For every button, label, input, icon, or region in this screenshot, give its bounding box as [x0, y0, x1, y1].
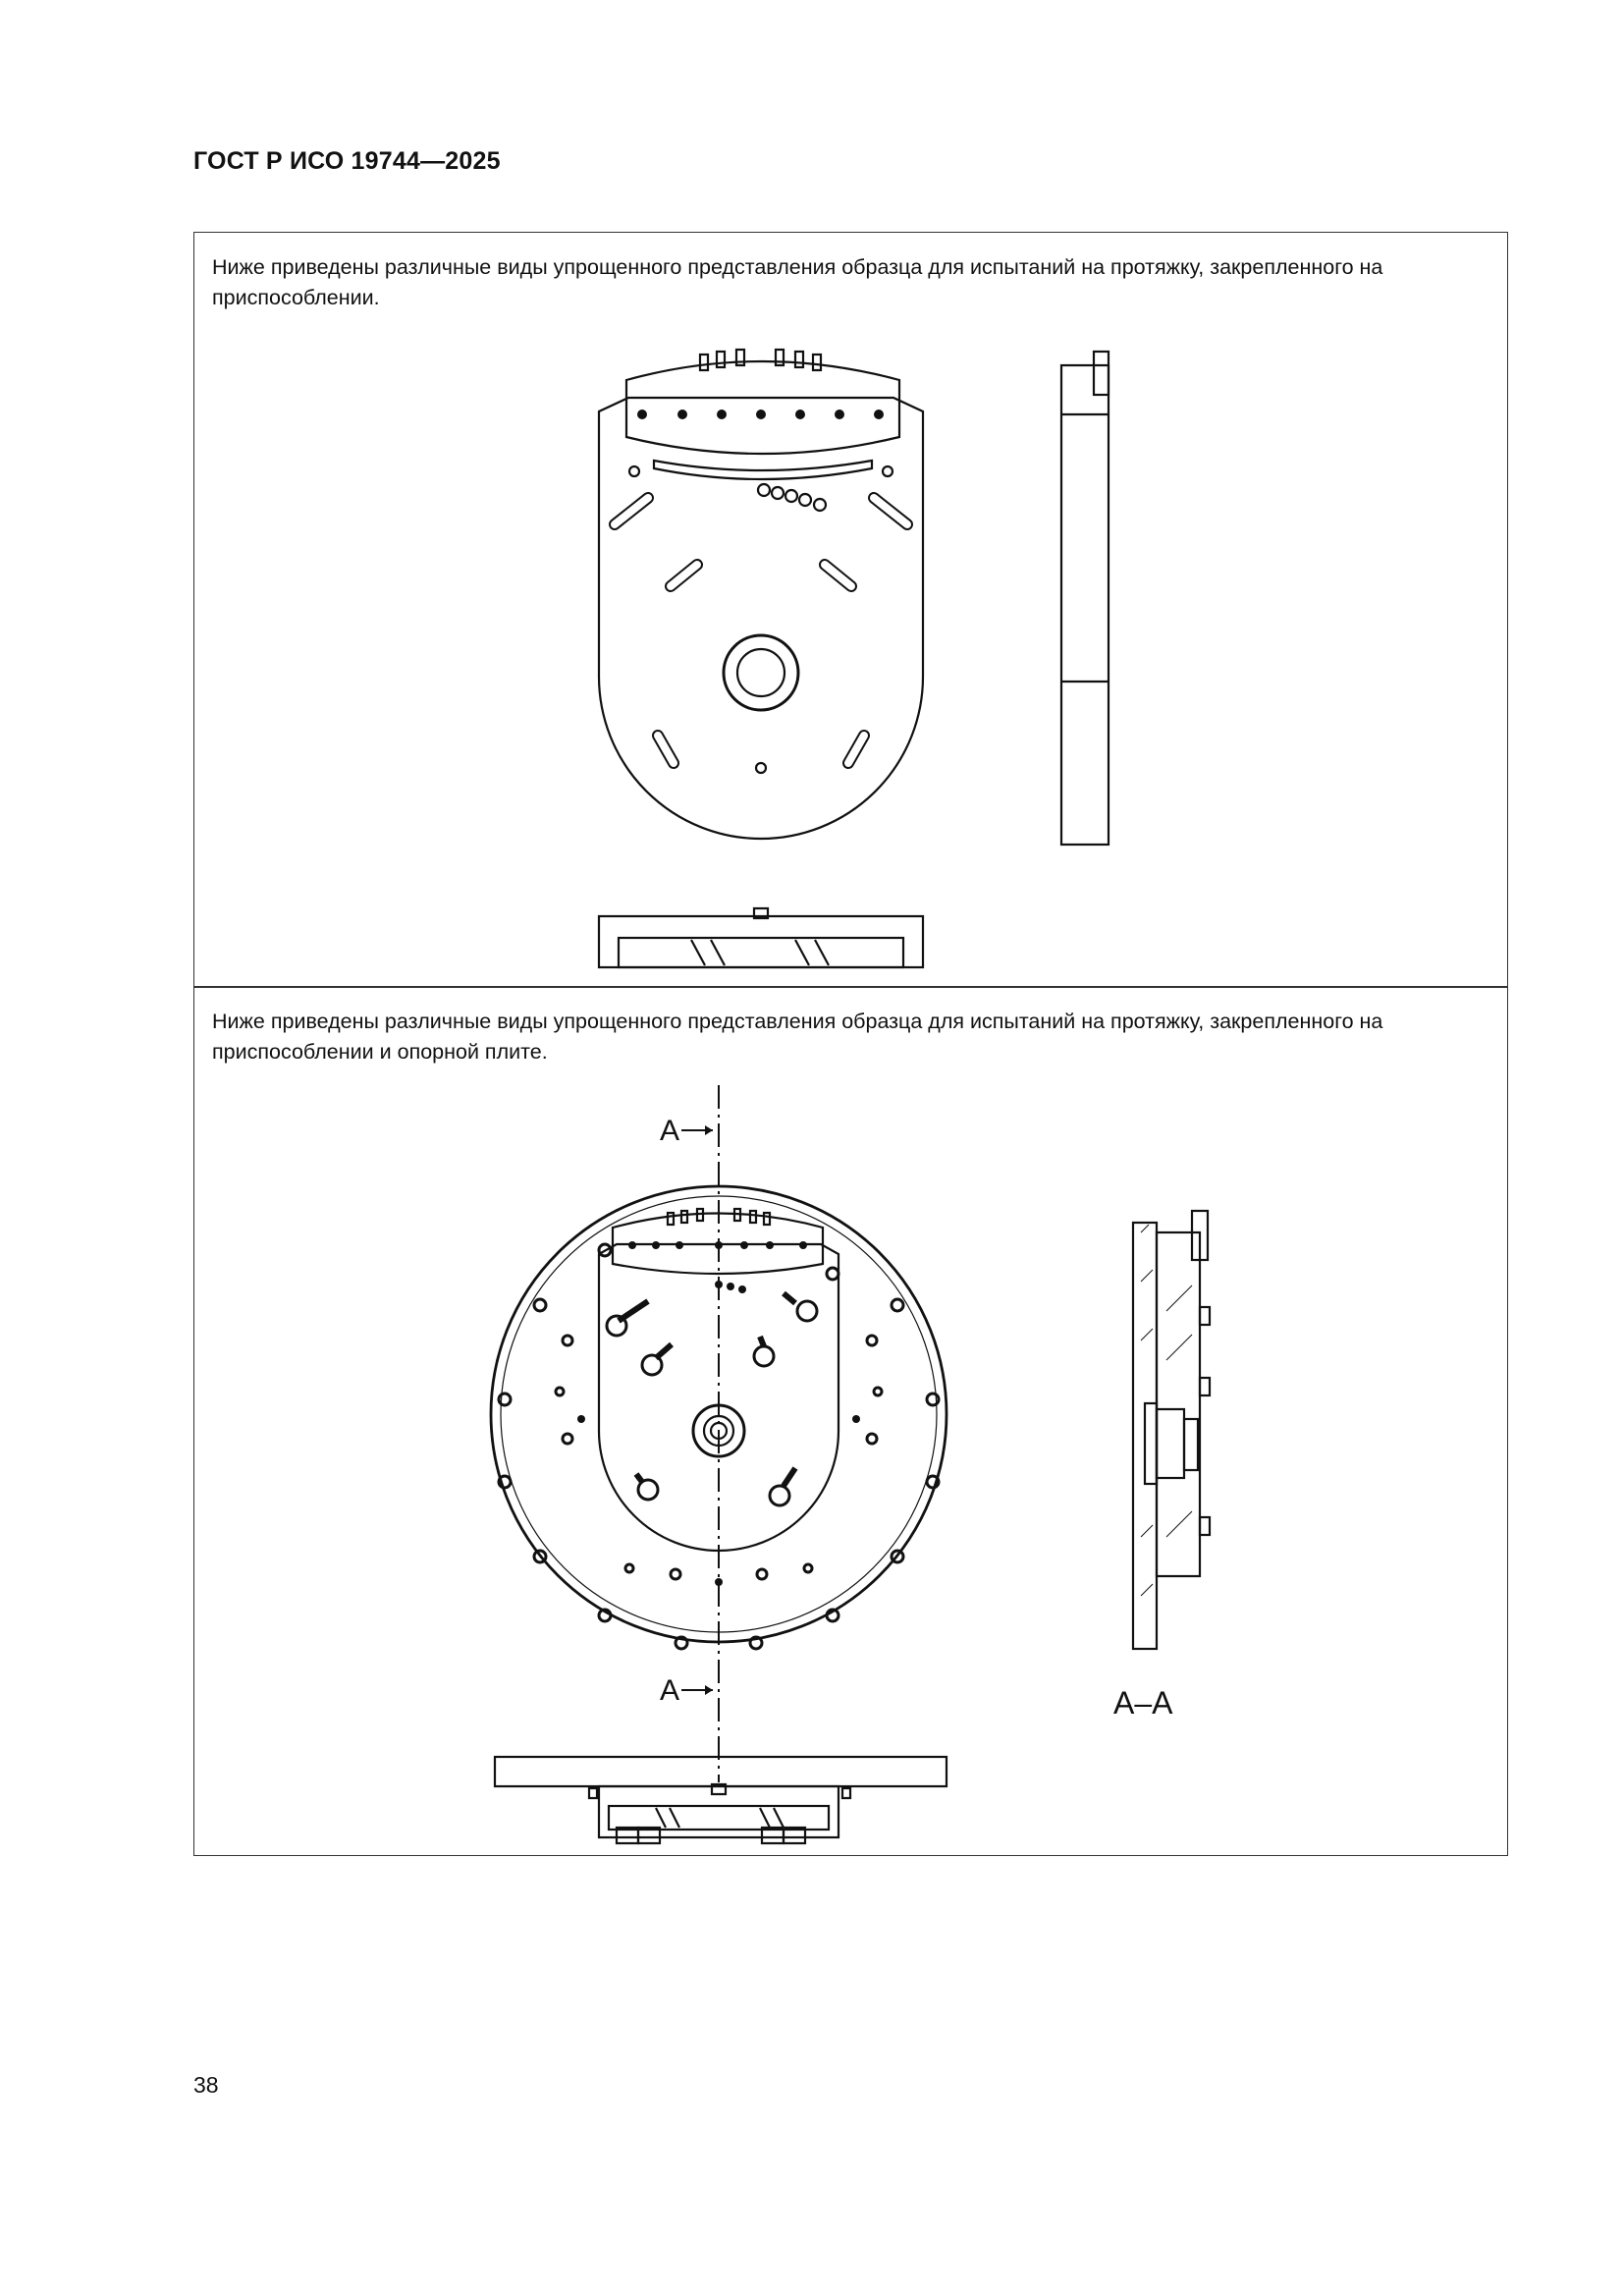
section-mark-bottom: А [660, 1674, 680, 1707]
bottom-view-plate [599, 908, 923, 967]
figure-panel-fixture [193, 232, 1508, 988]
section-view [1133, 1211, 1210, 1649]
side-view-plate [1061, 352, 1109, 845]
document-header: ГОСТ Р ИСО 19744—2025 [193, 147, 501, 175]
section-mark-top: А [660, 1115, 680, 1147]
fixture-drawing [194, 233, 1506, 987]
page-number: 38 [193, 2072, 219, 2098]
figure-panel-fixture-base-plate [193, 986, 1508, 1856]
bottom-view [495, 1757, 947, 1843]
panel-description: Ниже приведены различные виды упрощенного представления образца для испытаний на протяжку, закрепленного на приспособлении и опорной плите. [212, 1010, 1383, 1064]
panel-description: Ниже приведены различные виды упрощенного представления образца для испытаний на протяжку, закрепленного на приспособлении. [212, 255, 1383, 309]
fixture-base-plate-drawing [194, 987, 1506, 1855]
section-label: А–А [1113, 1685, 1173, 1721]
front-view-plate [599, 350, 923, 839]
